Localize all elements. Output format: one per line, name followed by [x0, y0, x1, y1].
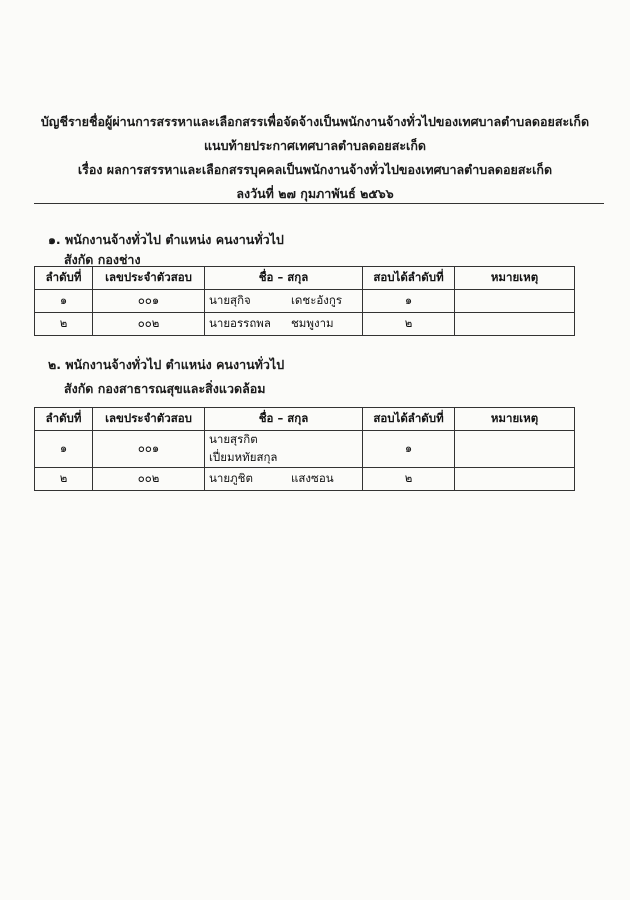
- cell-rank: ๒: [363, 468, 455, 491]
- document-title: บัญชีรายชื่อผู้ผ่านการสรรหาและเลือกสรรเพื่อจัดจ้างเป็นพนักงานจ้างทั่วไปของเทศบาลตำบลดอยสะเก็ด: [40, 114, 590, 129]
- section-2-affiliation: สังกัด กองสาธารณสุขและสิ่งแวดล้อม: [64, 381, 266, 396]
- col-header-rank: สอบได้ลำดับที่: [363, 408, 455, 431]
- col-header-exam-no: เลขประจำตัวสอบ: [93, 408, 205, 431]
- cell-order: ๒: [35, 468, 93, 491]
- header-divider: [34, 203, 604, 204]
- table-row: [35, 431, 575, 468]
- cell-exam-no: ๐๐๒: [93, 313, 205, 336]
- document-date: ลงวันที่ ๒๗ กุมภาพันธ์ ๒๕๖๖: [236, 186, 394, 201]
- table-header-row: [35, 408, 575, 431]
- cell-order: ๒: [35, 313, 93, 336]
- cell-rank: ๑: [363, 431, 455, 468]
- cell-exam-no: ๐๐๑: [93, 290, 205, 313]
- document-subtitle: แนบท้ายประกาศเทศบาลตำบลดอยสะเก็ด: [203, 138, 427, 153]
- cell-order: ๑: [35, 431, 93, 468]
- last-name: ชมพูงาม: [291, 316, 334, 330]
- section-1-title: ๑. พนักงานจ้างทั่วไป ตำแหน่ง คนงานทั่วไป: [48, 232, 284, 247]
- first-name: นายอรรถพล: [209, 316, 271, 330]
- col-header-remark: หมายเหตุ: [455, 267, 575, 290]
- section-2-title: ๒. พนักงานจ้างทั่วไป ตำแหน่ง คนงานทั่วไป: [48, 357, 285, 372]
- first-name: นายสุกิจ: [209, 293, 251, 307]
- col-header-rank: สอบได้ลำดับที่: [363, 267, 455, 290]
- cell-name: [205, 290, 363, 313]
- cell-rank: ๒: [363, 313, 455, 336]
- cell-exam-no: ๐๐๒: [93, 468, 205, 491]
- cell-name: [205, 313, 363, 336]
- cell-remark: [455, 290, 575, 313]
- document-subject: เรื่อง ผลการสรรหาและเลือกสรรบุคคลเป็นพนักงานจ้างทั่วไปของเทศบาลตำบลดอยสะเก็ด: [77, 162, 553, 177]
- table-row: [35, 468, 575, 491]
- first-name: นายสุรกิต: [209, 432, 258, 446]
- section-2-table: [34, 407, 575, 491]
- cell-remark: [455, 468, 575, 491]
- last-name: เดชะอังกูร: [291, 293, 343, 307]
- last-name: เปี่ยมหทัยสกุล: [209, 450, 278, 464]
- first-name: นายภูชิต: [209, 471, 253, 485]
- col-header-order: ลำดับที่: [35, 267, 93, 290]
- cell-exam-no: ๐๐๑: [93, 431, 205, 468]
- cell-order: ๑: [35, 290, 93, 313]
- cell-remark: [455, 313, 575, 336]
- col-header-name: ชื่อ – สกุล: [205, 408, 363, 431]
- table-header-row: [35, 267, 575, 290]
- col-header-name: ชื่อ – สกุล: [205, 267, 363, 290]
- cell-name: [205, 431, 363, 468]
- section-1-table: [34, 266, 575, 336]
- cell-rank: ๑: [363, 290, 455, 313]
- section-1-affiliation: สังกัด กองช่าง: [64, 252, 141, 267]
- last-name: แสงซอน: [291, 471, 334, 485]
- table-row: [35, 313, 575, 336]
- cell-remark: [455, 431, 575, 468]
- table-row: [35, 290, 575, 313]
- col-header-order: ลำดับที่: [35, 408, 93, 431]
- col-header-exam-no: เลขประจำตัวสอบ: [93, 267, 205, 290]
- col-header-remark: หมายเหตุ: [455, 408, 575, 431]
- cell-name: [205, 468, 363, 491]
